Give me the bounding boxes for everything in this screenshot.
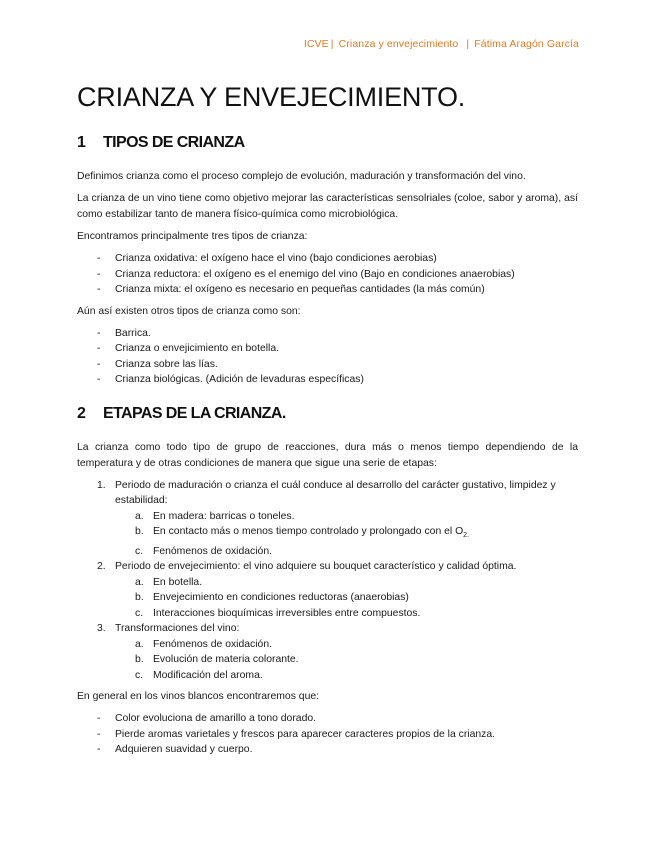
list-item: a. En botella.	[135, 576, 203, 588]
list-item: - Crianza biológicas. (Adición de levaduras específicas)	[97, 374, 364, 385]
other-crianza-list	[77, 326, 578, 388]
header-subject: Crianza y envejecimiento	[338, 38, 459, 50]
stage-item: 2. Periodo de envejecimiento: el vino adquiere su bouquet característico y calidad óptima. a. En botella. b. Envejecimiento en condiciones reductoras (anaerobias) c. Interacciones bioquímicas irreversibles entre compuestos.	[77, 559, 578, 621]
list-item: b. Evolución de materia colorante.	[135, 654, 299, 666]
list-item: - Barrica.	[97, 327, 151, 339]
paragraph: Aún así existen otros tipos de crianza como son:	[77, 305, 301, 317]
paragraph: La crianza de un vino tiene como objetivo mejorar las características sensolriales (coloe, sabor y aroma), así como estabilizar tanto de manera físico-química como microbiológica.	[77, 193, 578, 220]
list-item: a. En madera: barricas o toneles.	[135, 510, 295, 522]
crianza-types-list	[77, 251, 578, 298]
white-wine-list	[77, 711, 578, 758]
list-item: - Adquieren suavidad y cuerpo.	[97, 744, 253, 756]
list-item: - Crianza o envejicimiento en botella.	[97, 343, 280, 354]
sub-list	[115, 575, 578, 622]
stage-item: 1. Periodo de maduración o crianza el cuál conduce al desarrollo del carácter gustativo, limpidez y estabilidad: a. En madera: barricas o toneles. b. En contacto más o menos tiempo controlado y prolongado con el $O_{2.}$ c. Fenómenos de oxidación.	[77, 478, 578, 560]
document-title: CRIANZA Y ENVEJECIMIENTO.	[77, 82, 466, 112]
paragraph: Encontramos principalmente tres tipos de crianza:	[77, 231, 308, 242]
document-body	[77, 134, 578, 758]
paragraph: La crianza como todo tipo de grupo de reacciones, dura más o menos tiempo dependiendo de la temperatura y de otras condiciones de manera que sigue una serie de etapas:	[77, 441, 578, 469]
list-item: c. Interacciones bioquímicas irreversibles entre compuestos.	[135, 607, 421, 619]
section-number: 2	[77, 404, 86, 422]
list-item: a. Fenómenos de oxidación.	[135, 638, 272, 650]
list-item: c. Modificación del aroma.	[135, 669, 263, 681]
list-item: - Crianza sobre las lías.	[97, 358, 218, 370]
header-code: ICVE	[303, 38, 329, 50]
list-item: - Crianza reductora: el oxígeno es el enemigo del vino (Bajo en condiciones anaerobias)	[97, 268, 515, 280]
section-title: ETAPAS DE LA CRIANZA.	[103, 404, 286, 422]
running-header: ICVE | Crianza y envejecimiento | Fátima Aragón García	[303, 38, 579, 50]
header-author: Fátima Aragón García	[474, 38, 579, 50]
section-number: 1	[77, 134, 86, 151]
list-item: c. Fenómenos de oxidación.	[135, 545, 272, 557]
list-item: b. Envejecimiento en condiciones reductoras (anaerobias)	[135, 592, 409, 604]
section-heading-tipos	[77, 134, 578, 152]
list-item: b. En contacto más o menos tiempo controlado y prolongado con el $O_{2.}$	[135, 526, 470, 540]
section-heading-etapas	[77, 405, 578, 423]
stages-list	[77, 478, 578, 684]
section-title: TIPOS DE CRIANZA	[103, 134, 245, 151]
paragraph: En general en los vinos blancos encontraremos que:	[77, 691, 320, 703]
list-item: - Color evoluciona de amarillo a tono dorado.	[97, 713, 317, 725]
stage-item: 3. Transformaciones del vino: a. Fenómenos de oxidación. b. Evolución de materia colorante. c. Modificación del aroma.	[77, 621, 578, 683]
sub-list	[115, 637, 578, 684]
sub-list	[115, 509, 578, 560]
paragraph: Definimos crianza como el proceso complejo de evolución, maduración y transformación del vino.	[77, 171, 526, 182]
list-item: - Crianza oxidativa: el oxígeno hace el vino (bajo condiciones aerobias)	[97, 253, 437, 264]
list-item: - Crianza mixta: el oxígeno es necesario en pequeñas cantidades (la más común)	[97, 284, 485, 295]
list-item: - Pierde aromas varietales y frescos para aparecer caracteres propios de la crianza.	[97, 728, 496, 740]
